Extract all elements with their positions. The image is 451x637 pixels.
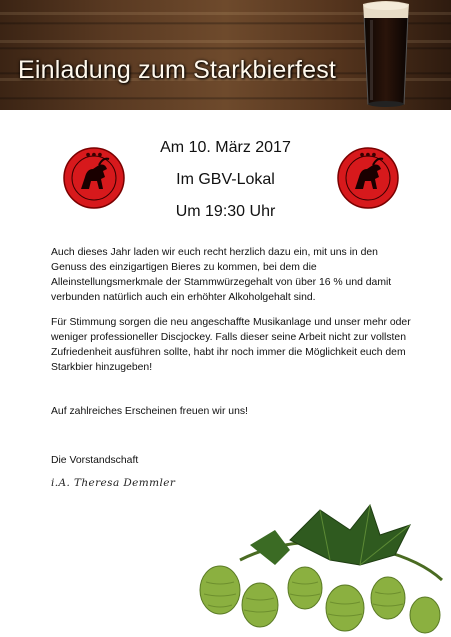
event-date: Am 10. März 2017 (160, 139, 291, 156)
hops-icon (180, 490, 451, 637)
banner-title: Einladung zum Starkbierfest (18, 56, 337, 84)
svg-text:● ● ●: ● ● ● (85, 152, 103, 158)
entertainment-paragraph: Für Stimmung sorgen die neu angeschaffte Musikanlage und unser mehr oder weniger professioneller Discjockey. Falls dieser seine Arbeit nicht zur vollsten Zufriedenheit ausführen sollte, habt ihr noch immer die Möglichkeit euch dem Starkbier hinzugeben! (51, 317, 411, 373)
banner (0, 0, 451, 110)
event-time: Um 19:30 Uhr (175, 203, 276, 220)
beer-glass-icon (360, 0, 412, 108)
signoff: Die Vorstandschaft (51, 455, 139, 466)
event-details (0, 132, 451, 228)
invitation-paragraph: Auch dieses Jahr laden wir euch recht herzlich dazu ein, mit uns in den Genuss des einzigartigen Bieres zu kommen, bei dem die Alleinstellungsmerkmale der Stammwürzegehalt von über 16 % und damit verbunden natürlich auch ein erhöhter Alkoholgehalt sind. (51, 247, 392, 303)
svg-text:● ● ●: ● ● ● (359, 152, 377, 158)
event-location: Im GBV-Lokal (176, 171, 275, 188)
closing-line: Auf zahlreiches Erscheinen freuen wir uns! (51, 406, 248, 417)
signature: i.A. Theresa Demmler (51, 477, 176, 489)
